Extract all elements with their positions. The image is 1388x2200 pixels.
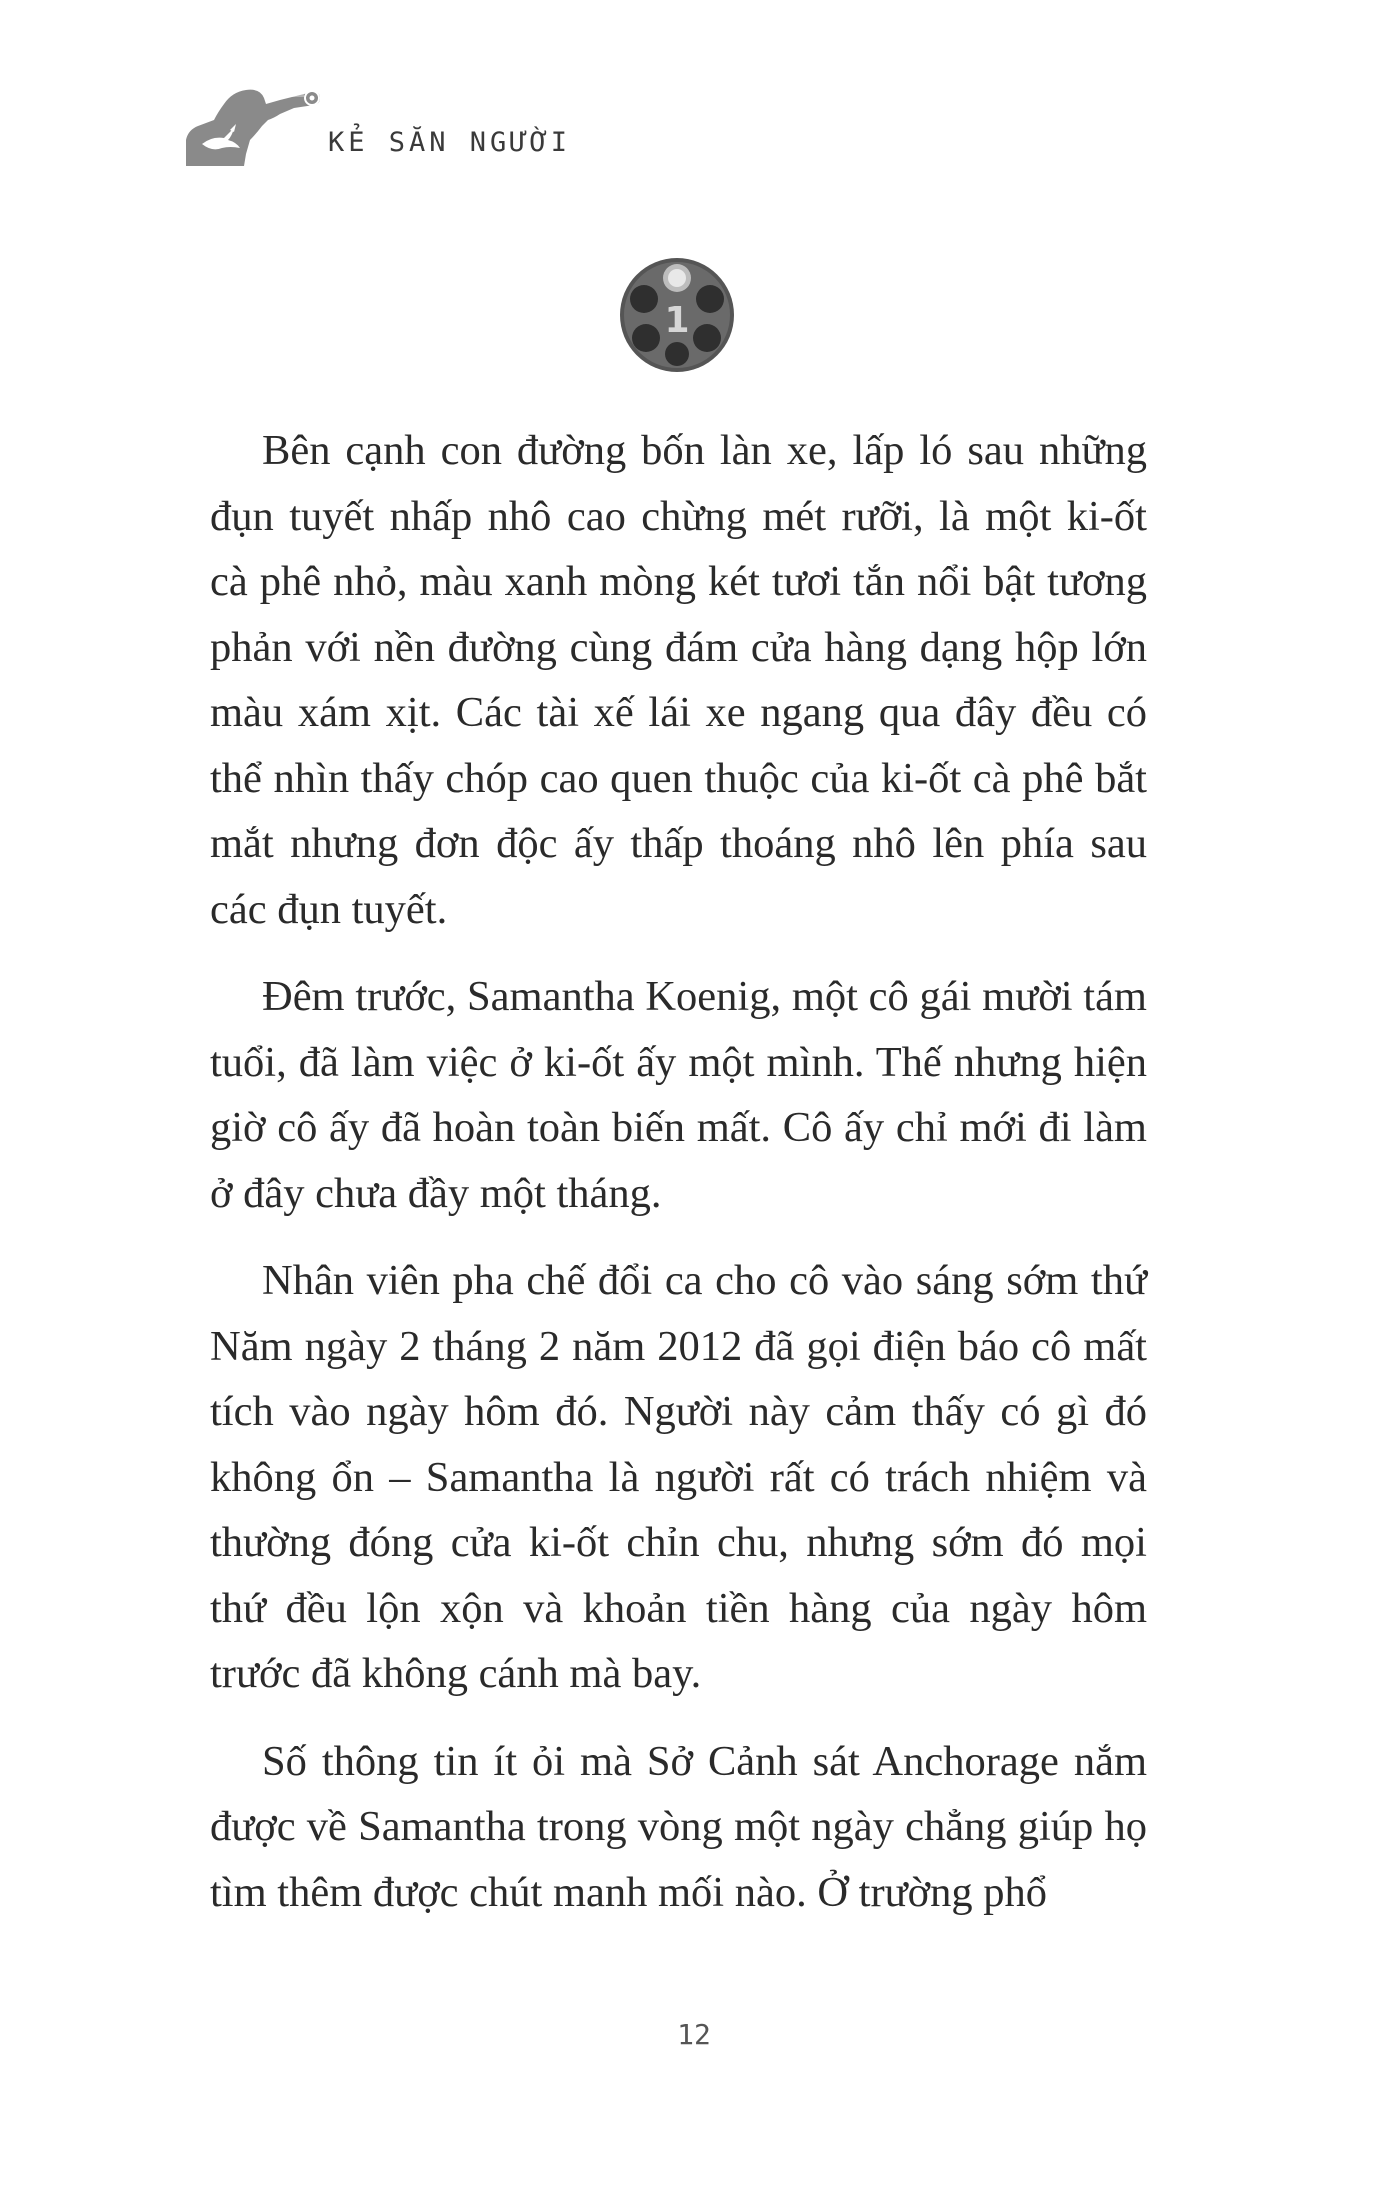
page-number: 12	[677, 2018, 711, 2051]
book-title: KẺ SĂN NGƯỜI	[328, 126, 572, 158]
paragraph: Đêm trước, Samantha Koenig, một cô gái mười tám tuổi, đã làm việc ở ki-ốt ấy một mình. Thế nhưng hiện giờ cô ấy đã hoàn toàn biến mất. Cô ấy chỉ mới đi làm ở đây chưa đầy một tháng.	[210, 973, 1147, 1217]
paragraph: Số thông tin ít ỏi mà Sở Cảnh sát Anchorage nắm được về Samantha trong vòng một ngày chẳng giúp họ tìm thêm được chút manh mối nào. Ở trường phổ	[210, 1737, 1147, 1916]
revolver-cylinder-icon	[618, 256, 736, 374]
hunter-with-shotgun-icon	[184, 74, 324, 174]
chapter-body	[210, 418, 1147, 1947]
paragraph: Nhân viên pha chế đổi ca cho cô vào sáng sớm thứ Năm ngày 2 tháng 2 năm 2012 đã gọi điện báo cô mất tích vào ngày hôm đó. Người này cảm thấy có gì đó không ổn – Samantha là người rất có trách nhiệm và thường đóng cửa ki-ốt chỉn chu, nhưng sớm đó mọi thứ đều lộn xộn và khoản tiền hàng của ngày hôm trước đã không cánh mà bay.	[210, 1257, 1147, 1697]
paragraph: Bên cạnh con đường bốn làn xe, lấp ló sau những đụn tuyết nhấp nhô cao chừng mét rưỡi, là một ki-ốt cà phê nhỏ, màu xanh mòng két tươi tắn nổi bật tương phản với nền đường cùng đám cửa hàng dạng hộp lớn màu xám xịt. Các tài xế lái xe ngang qua đây đều có thể nhìn thấy chóp cao quen thuộc của ki-ốt cà phê bắt mắt nhưng đơn độc ấy thấp thoáng nhô lên phía sau các đụn tuyết.	[210, 427, 1147, 933]
chapter-number: 1	[664, 300, 690, 341]
running-header	[184, 74, 571, 174]
